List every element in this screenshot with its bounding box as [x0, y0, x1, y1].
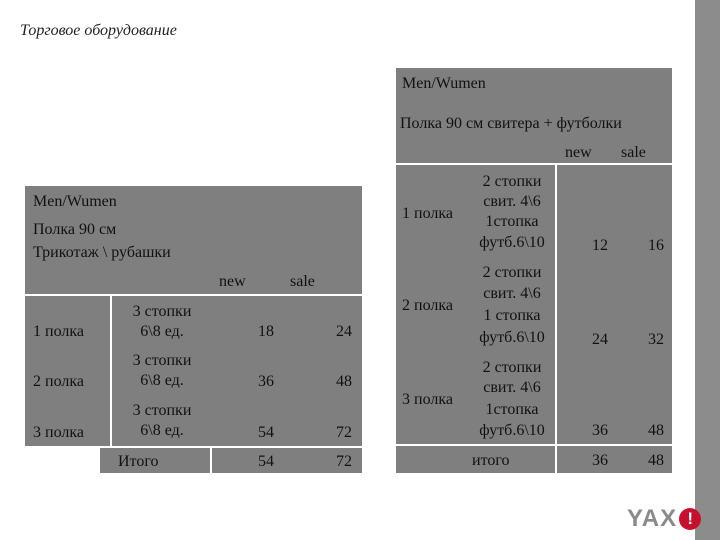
right-edge-stripe — [695, 0, 720, 540]
exclamation-icon: ! — [679, 508, 701, 530]
left-row-2-stack: 3 стопки — [132, 352, 192, 369]
right-row-1-sale: 16 — [648, 237, 664, 254]
right-row-1-line4: футб.6\10 — [479, 234, 545, 251]
left-total-divider — [100, 446, 362, 448]
right-row-1-line1: 2 стопки — [482, 173, 542, 190]
left-col-new: new — [219, 273, 246, 290]
right-col-new: new — [565, 144, 592, 161]
yax-logo — [627, 506, 701, 532]
right-row-2-new: 24 — [592, 331, 608, 348]
right-total-label: итого — [472, 452, 510, 469]
right-row-2-line3: 1 стопка — [483, 307, 541, 324]
right-row-2-line2: свит. 4\6 — [483, 285, 541, 302]
left-row-3-units: 6\8 ед. — [140, 422, 184, 439]
left-total-sale: 72 — [336, 453, 352, 470]
right-header-title: Men/Wumen — [402, 75, 486, 92]
left-header-category: Трикотаж \ рубашки — [33, 244, 171, 261]
right-total-col-divider — [555, 446, 557, 473]
right-total-divider — [396, 444, 672, 446]
left-total-col-divider — [210, 446, 212, 473]
right-row-3-line4: футб.6\10 — [479, 422, 545, 439]
left-row-3-shelf: 3 полка — [33, 424, 84, 441]
right-header-shelf: Полка 90 см свитера + футболки — [400, 115, 622, 132]
right-row-3-line1: 2 стопки — [482, 359, 542, 376]
left-row-3-sale: 72 — [336, 424, 352, 441]
right-row-1-line2: свит. 4\6 — [483, 193, 541, 210]
left-row-1-sale: 24 — [336, 323, 352, 340]
right-row-3-line2: свит. 4\6 — [483, 379, 541, 396]
left-row-3-stack: 3 стопки — [132, 402, 192, 419]
right-row-1-line3: 1стопка — [485, 213, 539, 230]
left-row-1-stack: 3 стопки — [132, 303, 192, 320]
right-row-3-new: 36 — [592, 422, 608, 439]
right-row-3-sale: 48 — [648, 422, 664, 439]
right-row-2-line4: футб.6\10 — [479, 329, 545, 346]
right-row-3-line3: 1стопка — [485, 401, 539, 418]
left-row-2-new: 36 — [258, 373, 274, 390]
right-total-new: 36 — [592, 452, 608, 469]
left-row-1-shelf: 1 полка — [33, 323, 84, 340]
left-row-2-sale: 48 — [336, 373, 352, 390]
left-row-2-shelf: 2 полка — [33, 373, 84, 390]
left-col-sale: sale — [290, 273, 315, 290]
right-total-sale: 48 — [648, 452, 664, 469]
right-total-block — [396, 446, 672, 473]
right-divider — [396, 163, 672, 165]
left-row-1-units: 6\8 ед. — [140, 323, 184, 340]
right-row-3-shelf: 3 полка — [402, 391, 453, 408]
left-header-title: Men/Wumen — [33, 193, 117, 210]
left-row-2-units: 6\8 ед. — [140, 372, 184, 389]
left-header-shelf: Полка 90 см — [33, 221, 117, 238]
right-row-1-new: 12 — [592, 237, 608, 254]
logo-text: YAX — [627, 505, 678, 532]
right-row-2-line1: 2 стопки — [482, 264, 542, 281]
page-title: Торговое оборудование — [20, 22, 177, 39]
left-total-new: 54 — [258, 453, 274, 470]
left-divider — [25, 294, 362, 296]
left-row-1-new: 18 — [258, 323, 274, 340]
left-total-label: Итого — [118, 453, 159, 470]
left-row-3-new: 54 — [258, 424, 274, 441]
right-row-2-sale: 32 — [648, 331, 664, 348]
right-col-sale: sale — [621, 144, 646, 161]
right-row-2-shelf: 2 полка — [402, 297, 453, 314]
right-row-1-shelf: 1 полка — [402, 205, 453, 222]
